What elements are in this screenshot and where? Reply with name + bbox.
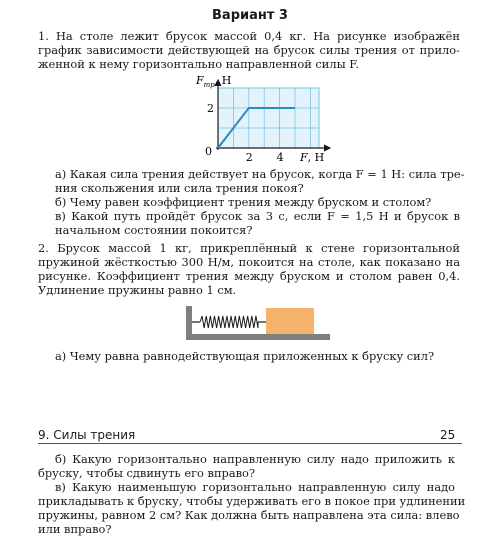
- spring-icon: [200, 316, 258, 328]
- continuation-line-4: прикладывать к бруску, чтобы удерживать его в покое при удлинении: [38, 494, 466, 508]
- question-1a-line-2: ния скольжения или сила трения покоя?: [55, 181, 304, 195]
- continuation-line-3: в) Какую наименьшую горизонтально направленную силу надо: [55, 480, 455, 494]
- chapter-header: 9. Силы трения: [38, 428, 136, 442]
- problem2-line-4: Удлинение пружины равно 1 см.: [38, 283, 237, 297]
- problem1-line-2: график зависимости действующей на брусок силы трения от прило-: [38, 43, 460, 57]
- continuation-line-6: или вправо?: [38, 522, 112, 536]
- problem2-line-3: рисунке. Коэффициент трения между бруском и столом равен 0,4.: [38, 269, 460, 283]
- header-rule: [38, 443, 462, 444]
- x-tick-label: 2: [245, 151, 253, 164]
- variant-title: Вариант 3: [212, 8, 288, 23]
- continuation-line-5: пружины, равном 2 см? Как должна быть направлена эта сила: влево: [38, 508, 460, 522]
- question-1a-line-1: а) Какая сила трения действует на брусок, когда F = 1 Н: сила тре-: [55, 167, 465, 181]
- x-axis-label: F, Н: [300, 151, 325, 164]
- continuation-line-2: бруску, чтобы сдвинуть его вправо?: [38, 466, 255, 480]
- problem1-line-3: женной к нему горизонтально направленной силы F.: [38, 57, 360, 71]
- friction-graph: [0, 72, 500, 172]
- question-2a: а) Чему равна равнодействующая приложенных к бруску сил?: [55, 349, 435, 363]
- question-1c-line-1: в) Какой путь пройдёт брусок за 3 с, если F = 1,5 Н и брусок в: [55, 209, 460, 223]
- x-tick-label: 4: [276, 151, 284, 164]
- question-1b: б) Чему равен коэффициент трения между бруском и столом?: [55, 195, 432, 209]
- block: [266, 308, 314, 334]
- origin-label: 0: [205, 145, 212, 158]
- spring-block-diagram: [0, 298, 500, 348]
- problem2-line-2: пружиной жёсткостью 300 Н/м, покоится на столе, как показано на: [38, 255, 460, 269]
- continuation-line-1: б) Какую горизонтально направленную силу надо приложить к: [55, 452, 455, 466]
- problem1-line-1: 1. На столе лежит брусок массой 0,4 кг. На рисунке изображён: [38, 29, 460, 43]
- problem2-line-1: 2. Брусок массой 1 кг, прикреплённый к стене горизонтальной: [38, 241, 460, 255]
- y-tick-label: 2: [207, 102, 214, 115]
- page-number: 25: [440, 428, 456, 442]
- page-gap: [0, 388, 500, 420]
- question-1c-line-2: начальном состоянии покоится?: [55, 223, 253, 237]
- y-axis-label: $F_{тр}$, Н: [196, 74, 232, 89]
